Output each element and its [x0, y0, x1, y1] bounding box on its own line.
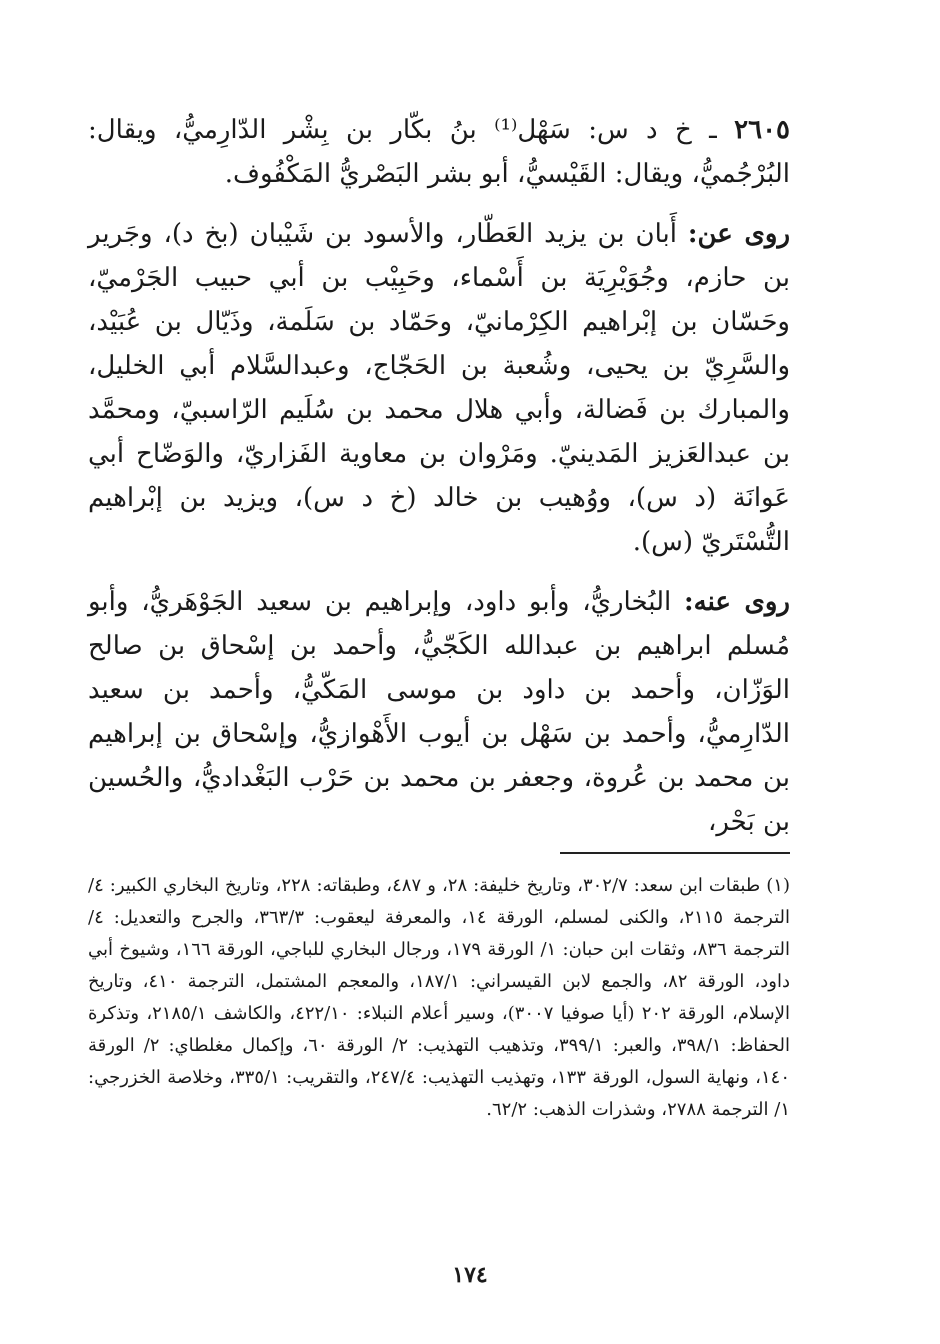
footnote-separator — [560, 852, 790, 854]
narrated-from-label: روى عن: — [687, 219, 791, 249]
narrated-from-paragraph — [88, 212, 790, 564]
narrated-by-text: البُخاريُّ، وأبو داود، وإبراهيم بن سعيد الجَوْهَريُّ، وأبو مُسلم ابراهيم بن عبدالله الكَجّيُّ، وأحمد بن إسْحاق بن صالح الوَزّان، وأحمد بن داود بن موسى المَكّيُّ، وأحمد بن سعيد الدّارِميُّ، وأحمد بن سَهْل بن أيوب الأَهْوازيُّ، وإسْحاق بن إبراهيم بن محمد بن عُروة، وجعفر بن محمد بن حَرْب البَغْداديُّ، والحُسين بن بَحْر، — [88, 587, 790, 837]
footnotes — [88, 870, 790, 1126]
entry-heading-paragraph — [88, 108, 790, 196]
main-text — [88, 108, 790, 860]
entry-text: ـ خ د س: سَهْل⁽¹⁾ بنُ بكّار بن بِشْر الدّارِميُّ، ويقال: البُرْجُميُّ، ويقال: القَيْسيُّ، أبو بشر البَصْريُّ المَكْفُوف. — [88, 115, 790, 189]
narrated-by-label: روى عنه: — [684, 587, 790, 617]
narrated-from-text: أَبان بن يزيد العَطّار، والأسود بن شَيْبان (بخ د)، وجَرير بن حازم، وجُوَيْرِيَة بن أَسْماء، وحَبِيْب بن أبي حبيب الجَرْميّ، وحَسّان بن إبْراهيم الكِرْمانيّ، وحَمّاد بن سَلَمة، وذَيّال بن عُبَيْد، والسَّرِيّ بن يحيى، وشُعبة بن الحَجّاج، وعبدالسَّلام أبي الخليل، والمبارك بن فَضالة، وأبي هلال محمد بن سُلَيم الرّاسبيّ، ومحمَّد بن عبدالعَزيز المَدينيّ. ومَرْوان بن معاوية الفَزاريّ، والوَضّاح أبي عَوانَة (د س)، ووُهيب بن خالد (خ د س)، ويزيد بن إبْراهيم التُّسْتَريّ (س). — [88, 219, 790, 557]
narrated-by-paragraph — [88, 580, 790, 844]
footnote-1: (١) طبقات ابن سعد: ٣٠٢/٧، وتاريخ خليفة: ٢٨، و ٤٨٧، وطبقاته: ٢٢٨، وتاريخ البخاري الكبير: ٤/ الترجمة ٢١١٥، والكنى لمسلم، الورقة ١٤، والمعرفة ليعقوب: ٣٦٣/٣، والجرح والتعديل: ٤/ الترجمة ٨٣٦، وثقات ابن حبان: ١/ الورقة ١٧٩، ورجال البخاري للباجي، الورقة ١٦٦، وشيوخ أبي داود، الورقة ٨٢، والجمع لابن القيسراني: ١٨٧/١، والمعجم المشتمل، الترجمة ٤١٠، وتاريخ الإسلام، الورقة ٢٠٢ (أيا صوفيا ٣٠٠٧)، وسير أعلام النبلاء: ٤٢٢/١٠، والكاشف ٢١٨٥/١، وتذكرة الحفاظ: ٣٩٨/١، والعبر: ٣٩٩/١، وتذهيب التهذيب: ٢/ الورقة ٦٠، وإكمال مغلطاي: ٢/ الورقة ١٤٠، ونهاية السول، الورقة ١٣٣، وتهذيب التهذيب: ٢٤٧/٤، والتقريب: ٣٣٥/١، وخلاصة الخزرجي: ١/ الترجمة ٢٧٨٨، وشذرات الذهب: ٦٢/٢. — [88, 875, 791, 1120]
page-number: ١٧٤ — [452, 1262, 488, 1288]
entry-number: ٢٦٠٥ — [734, 115, 790, 145]
